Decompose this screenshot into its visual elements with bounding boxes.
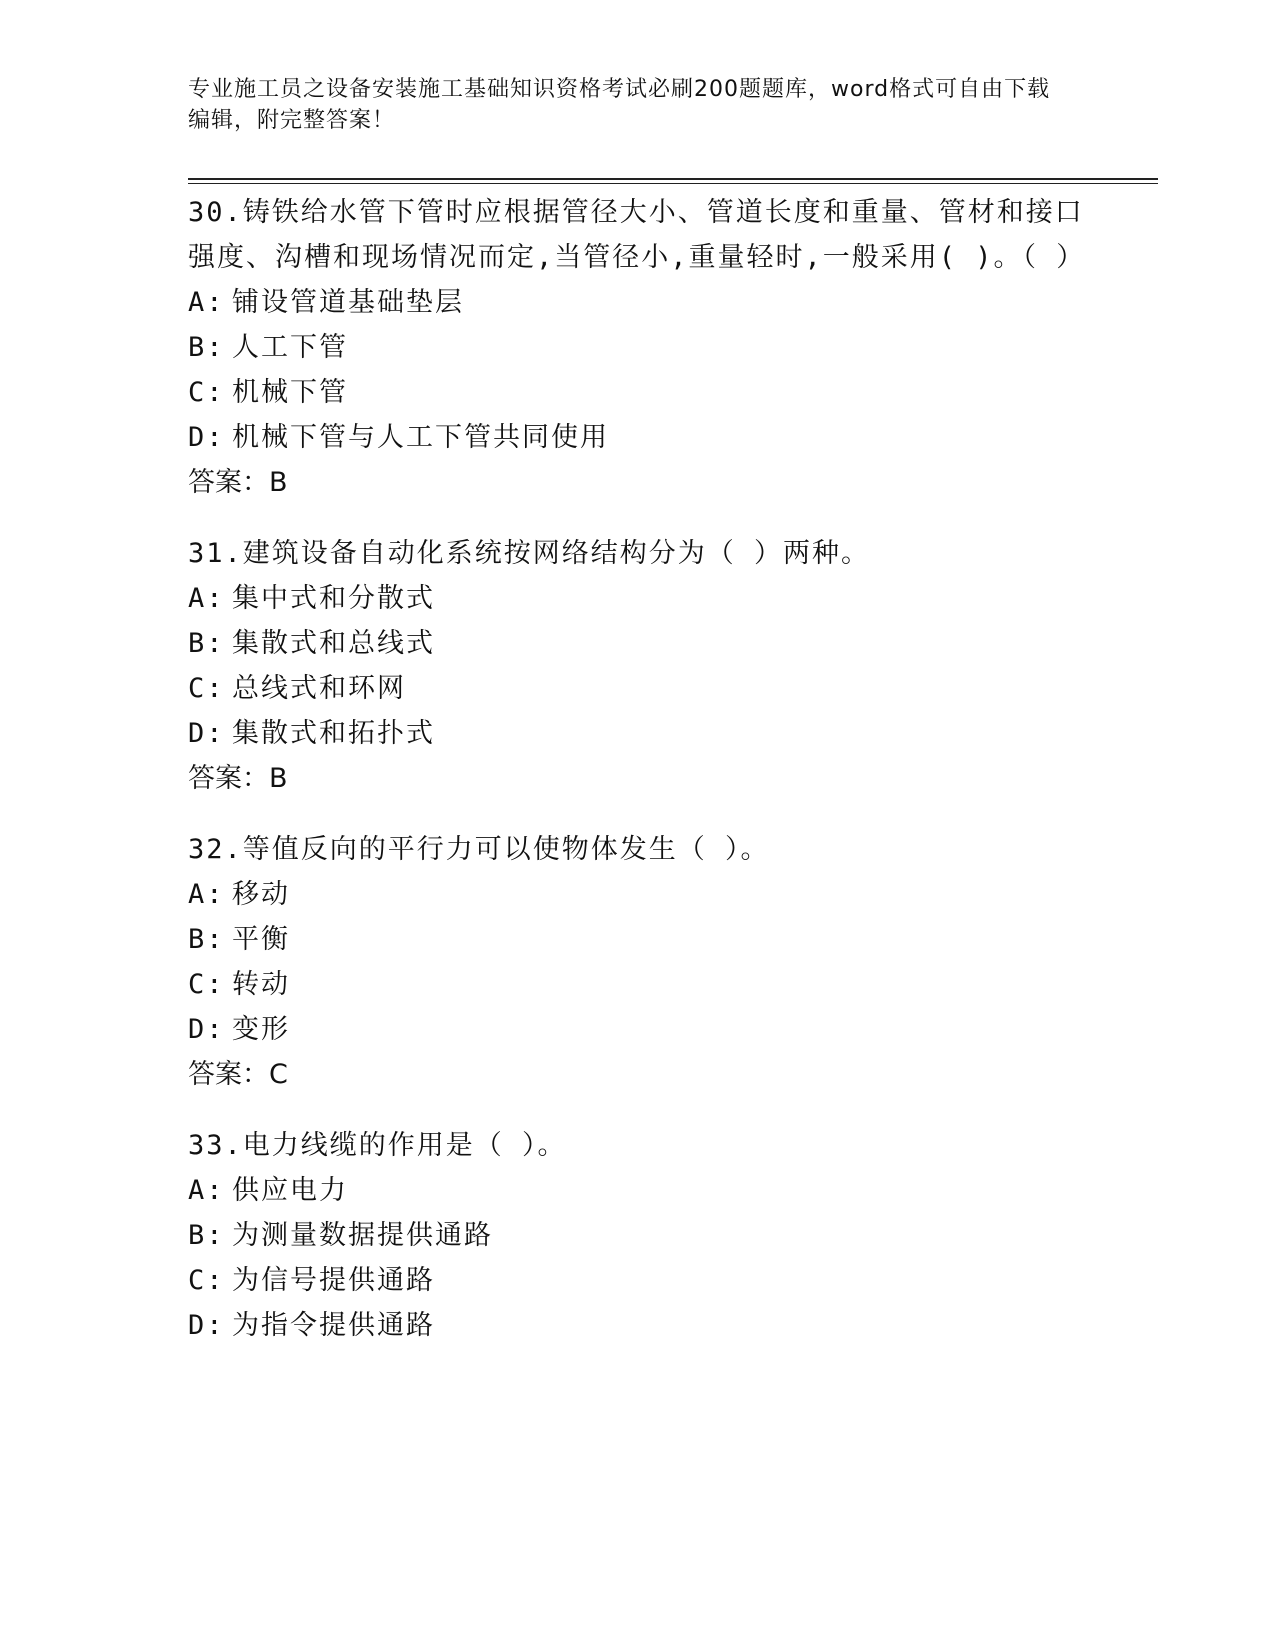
option-d [188, 415, 1088, 460]
option-text: 为测量数据提供通路 [232, 1220, 493, 1251]
option-key: B: [188, 628, 225, 659]
option-key: C: [188, 377, 225, 408]
option-b [188, 325, 1088, 370]
option-text: 集中式和分散式 [232, 583, 435, 614]
option-key: D: [188, 1014, 225, 1045]
option-key: A: [188, 287, 225, 318]
option-a [188, 1168, 1088, 1213]
document-header: 专业施工员之设备安装施工基础知识资格考试必刷200题题库，word格式可自由下载编辑，附完整答案！ [188, 77, 1051, 133]
option-key: D: [188, 1310, 225, 1341]
option-text: 人工下管 [232, 332, 348, 363]
question-stem: 33.电力线缆的作用是（ ）。 [188, 1130, 567, 1161]
header-rule-thick [188, 178, 1158, 180]
question-33 [188, 1123, 1088, 1348]
option-key: C: [188, 1265, 225, 1296]
option-b [188, 621, 1088, 666]
answer-line: 答案：B [188, 467, 288, 498]
option-b [188, 1213, 1088, 1258]
option-text: 为指令提供通路 [232, 1310, 435, 1341]
option-text: 转动 [232, 969, 290, 1000]
option-text: 铺设管道基础垫层 [232, 287, 464, 318]
option-key: A: [188, 1175, 225, 1206]
option-a [188, 576, 1088, 621]
option-text: 平衡 [232, 924, 290, 955]
option-key: B: [188, 332, 225, 363]
answer-line: 答案：C [188, 1059, 288, 1090]
question-30 [188, 190, 1088, 505]
option-key: C: [188, 969, 225, 1000]
option-a [188, 872, 1088, 917]
option-text: 机械下管 [232, 377, 348, 408]
option-key: D: [188, 422, 225, 453]
answer-line: 答案：B [188, 763, 288, 794]
option-c [188, 370, 1088, 415]
option-text: 为信号提供通路 [232, 1265, 435, 1296]
option-d [188, 711, 1088, 756]
question-stem: 31.建筑设备自动化系统按网络结构分为（ ）两种。 [188, 538, 871, 569]
question-32 [188, 827, 1088, 1097]
option-text: 集散式和拓扑式 [232, 718, 435, 749]
option-key: D: [188, 718, 225, 749]
option-key: B: [188, 924, 225, 955]
option-d [188, 1007, 1088, 1052]
option-key: A: [188, 583, 225, 614]
header-rule-thin [188, 183, 1158, 184]
question-list [188, 190, 1088, 1374]
option-key: C: [188, 673, 225, 704]
option-a [188, 280, 1088, 325]
option-d [188, 1303, 1088, 1348]
option-b [188, 917, 1088, 962]
option-text: 供应电力 [232, 1175, 348, 1206]
option-text: 移动 [232, 879, 290, 910]
option-text: 总线式和环网 [232, 673, 406, 704]
option-c [188, 962, 1088, 1007]
option-text: 机械下管与人工下管共同使用 [232, 422, 609, 453]
question-stem: 32.等值反向的平行力可以使物体发生（ ）。 [188, 834, 770, 865]
question-stem: 30.铸铁给水管下管时应根据管径大小、管道长度和重量、管材和接口强度、沟槽和现场情况而定,当管径小,重量轻时,一般采用( )。（ ） [188, 197, 1086, 273]
option-key: A: [188, 879, 225, 910]
option-key: B: [188, 1220, 225, 1251]
option-c [188, 1258, 1088, 1303]
option-c [188, 666, 1088, 711]
option-text: 集散式和总线式 [232, 628, 435, 659]
option-text: 变形 [232, 1014, 290, 1045]
question-31 [188, 531, 1088, 801]
